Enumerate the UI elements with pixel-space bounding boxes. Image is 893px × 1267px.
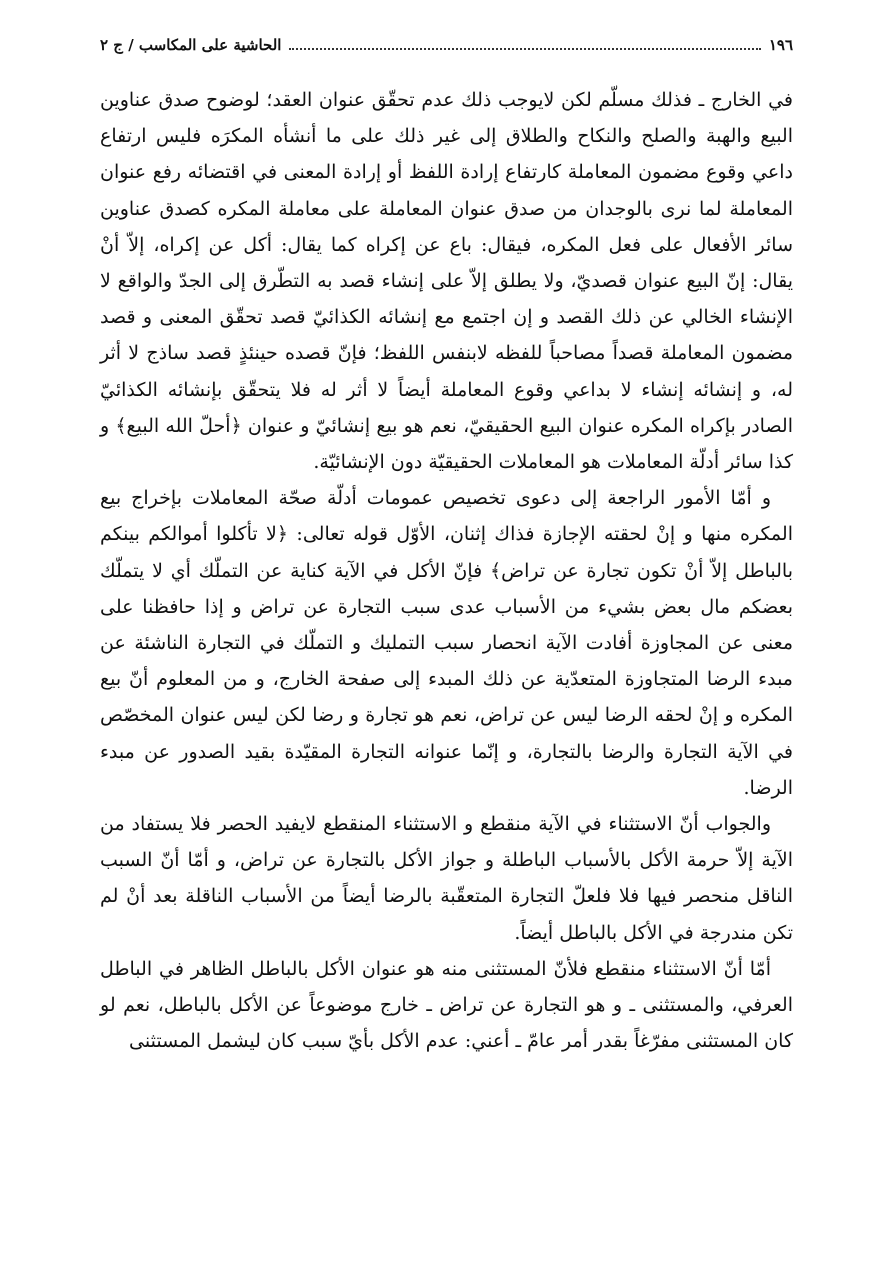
body-text xyxy=(100,82,793,1059)
header-dot-leader xyxy=(289,48,760,50)
paragraph-4: أمّا أنّ الاستثناء منقطع فلأنّ المستثنى منه هو عنوان الأكل بالباطل الظاهر في الباطل العرفي، والمستثنى ـ و هو التجارة عن تراض ـ خارج موضوعاً عن الأكل بالباطل، نعم لو كان المستثنى مفرّغاً بقدر أمر عامّ ـ أعني: عدم الأكل بأيّ سبب كان ليشمل المستثنى xyxy=(100,957,793,1053)
paragraph-1: في الخارج ـ فذلك مسلّم لكن لايوجب ذلك عدم تحقّق عنوان العقد؛ لوضوح صدق عناوين البيع والهبة والصلح والنكاح والطلاق إلى غير ذلك على ما أنشأه المكرَه فليس ارتفاع داعي وقوع مضمون المعاملة كارتفاع إرادة اللفظ أو إرادة المعنى في اقتضائه رفع عنوان المعاملة لما نرى بالوجدان من صدق عنوان المعاملة على معاملة المكره كصدق عناوين سائر الأفعال على فعل المكره، فيقال: باع عن إكراه كما يقال: أكل عن إكراه، إلاّ أنْ يقال: إنّ البيع عنوان قصديّ، ولا يطلق إلاّ على إنشاء قصد به التطّرق إلى الجدّ والواقع لا الإنشاء الخالي عن ذلك القصد و إن اجتمع مع إنشائه الكذائيّ قصد تحقّق المعنى و قصد مضمون المعاملة قصداً مصاحباً للفظه لابنفس اللفظ؛ فإنّ قصده حينئذٍ قصد ساذج لا أثر له، و إنشائه إنشاء لا بداعي وقوع المعاملة أيضاً لا أثر له فلا يتحقّق بإنشائه الكذائيّ الصادر بإكراه المكره عنوان البيع الحقيقيّ، نعم هو بيع إنشائيّ و عنوان ﴿أحلّ الله البيع﴾ و كذا سائر أدلّة المعاملات هو المعاملات الحقيقيّة دون الإنشائيّة. xyxy=(100,89,793,474)
running-title: الحاشية على المكاسب / ج ٢ xyxy=(100,36,282,54)
paragraph-3: والجواب أنّ الاستثناء في الآية منقطع و الاستثناء المنقطع لايفيد الحصر فلا يستفاد من الآية إلاّ حرمة الأكل بالأسباب الباطلة و جواز الأكل بالتجارة عن تراض، و أمّا أنّ السبب الناقل منحصر فيها فلا فلعلّ التجارة المتعقّبة بالرضا أيضاً من الأسباب الناقلة بعد أنْ لم تكن مندرجة في الأكل بالباطل أيضاً. xyxy=(100,813,793,944)
running-header xyxy=(100,30,793,60)
paragraph-2: و أمّا الأمور الراجعة إلى دعوى تخصيص عمومات أدلّة صحّة المعاملات بإخراج بيع المكره منها و إنْ لحقته الإجازة فذاك إثنان، الأوّل قوله تعالى: ﴿لا تأكلوا أموالكم بينكم بالباطل إلاّ أنْ تكون تجارة عن تراض﴾ فإنّ الأكل في الآية كناية عن التملّك أي لا يتملّك بعضكم مال بعض بشيء من الأسباب عدى سبب التجارة عن تراض و إذا حافظنا على معنى عن المجاوزة أفادت الآية انحصار سبب التمليك و التملّك في التجارة الناشئة عن مبدء الرضا المتجاوزة المتعدّية عن ذلك المبدء إلى صفحة الخارج، و من المعلوم أنّ بيع المكره و إنْ لحقه الرضا ليس عن تراض، نعم هو تجارة و رضا لكن ليس عنوان المخصّص في الآية التجارة والرضا بالتجارة، و إنّما عنوانه التجارة المقيّدة بقيد الصدور عن مبدء الرضا. xyxy=(100,487,793,799)
page-number: ١٩٦ xyxy=(768,36,793,54)
